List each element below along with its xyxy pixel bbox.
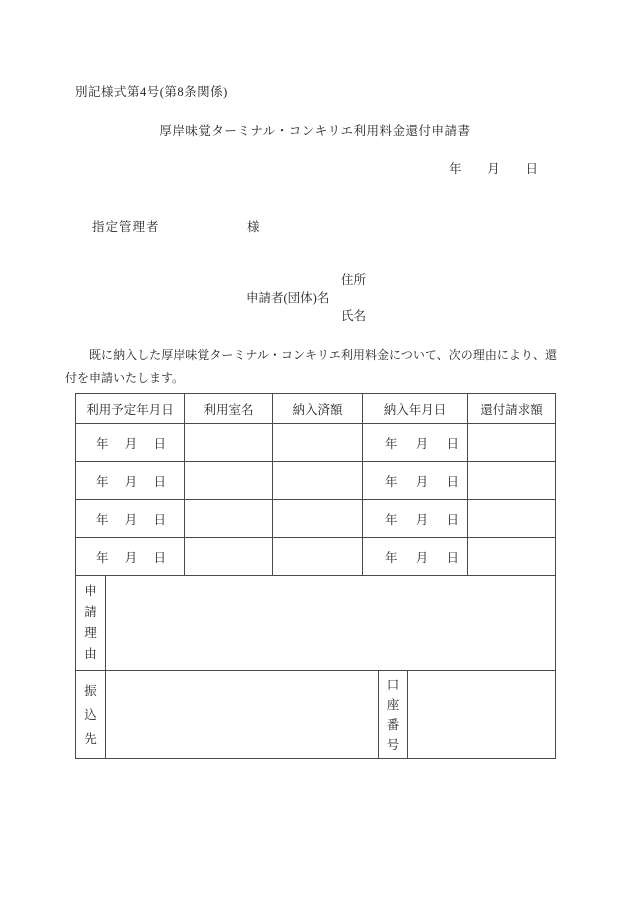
room-name-cell bbox=[185, 462, 273, 500]
day-label: 日 bbox=[153, 436, 167, 451]
refund-application-table bbox=[75, 393, 556, 759]
transfer-label: 振込先 bbox=[84, 683, 97, 746]
date-placeholder bbox=[363, 472, 467, 490]
planned-use-date-cell bbox=[76, 462, 185, 500]
year-label: 年 bbox=[96, 436, 109, 451]
room-name-cell bbox=[185, 538, 273, 576]
planned-use-date-cell bbox=[76, 424, 185, 462]
month-label: 月 bbox=[415, 436, 429, 451]
year-label: 年 bbox=[96, 550, 109, 565]
month-label: 月 bbox=[415, 550, 429, 565]
payment-date-cell bbox=[363, 500, 468, 538]
reason-label-cell bbox=[76, 576, 106, 671]
applicant-group-name-label: 申請者(団体)名 bbox=[246, 291, 330, 305]
form-number: 別記様式第4号(第8条関係) bbox=[75, 85, 228, 99]
header-refund-amount: 還付請求額 bbox=[468, 394, 556, 424]
account-number-label: 口座番号 bbox=[386, 677, 400, 752]
date-day-label: 日 bbox=[525, 162, 538, 176]
date-placeholder bbox=[363, 510, 467, 528]
table-row bbox=[76, 538, 556, 576]
refund-amount-cell bbox=[468, 462, 556, 500]
room-name-cell bbox=[185, 500, 273, 538]
refund-amount-cell bbox=[468, 424, 556, 462]
month-label: 月 bbox=[124, 550, 138, 565]
paid-amount-cell bbox=[273, 500, 363, 538]
transfer-input-cell bbox=[106, 671, 379, 759]
date-placeholder bbox=[76, 510, 184, 528]
applicant-person-name-label: 氏名 bbox=[341, 309, 367, 323]
table-row bbox=[76, 424, 556, 462]
day-label: 日 bbox=[446, 474, 459, 489]
day-label: 日 bbox=[153, 474, 167, 489]
header-paid-amount: 納入済額 bbox=[273, 394, 363, 424]
application-statement: 既に納入した厚岸味覚ターミナル・コンキリエ利用料金について、次の理由により、還付を申請いたします。 bbox=[65, 348, 557, 385]
year-label: 年 bbox=[96, 474, 109, 489]
paid-amount-cell bbox=[273, 462, 363, 500]
year-label: 年 bbox=[385, 512, 398, 527]
year-label: 年 bbox=[96, 512, 109, 527]
date-placeholder bbox=[363, 548, 467, 566]
date-year-label: 年 bbox=[449, 162, 462, 176]
month-label: 月 bbox=[124, 512, 138, 527]
refund-amount-cell bbox=[468, 500, 556, 538]
date-placeholder bbox=[76, 548, 184, 566]
table-row bbox=[76, 462, 556, 500]
date-placeholder bbox=[363, 434, 467, 452]
payment-date-cell bbox=[363, 538, 468, 576]
page-title: 厚岸味覚ターミナル・コンキリエ利用料金還付申請書 bbox=[159, 124, 471, 138]
account-input-cell bbox=[408, 671, 556, 759]
year-label: 年 bbox=[385, 436, 398, 451]
room-name-cell bbox=[185, 424, 273, 462]
applicant-address-label: 住所 bbox=[341, 273, 367, 287]
transfer-row bbox=[76, 671, 556, 759]
paid-amount-cell bbox=[273, 538, 363, 576]
year-label: 年 bbox=[385, 474, 398, 489]
account-label-cell bbox=[379, 671, 408, 759]
date-placeholder bbox=[76, 434, 184, 452]
month-label: 月 bbox=[415, 474, 429, 489]
reason-row bbox=[76, 576, 556, 671]
paid-amount-cell bbox=[273, 424, 363, 462]
payment-date-cell bbox=[363, 462, 468, 500]
date-line bbox=[449, 159, 538, 177]
date-placeholder bbox=[76, 472, 184, 490]
designated-manager-label: 指定管理者 bbox=[92, 220, 160, 234]
honorific-label: 様 bbox=[247, 220, 260, 234]
planned-use-date-cell bbox=[76, 500, 185, 538]
reason-input-cell bbox=[106, 576, 556, 671]
day-label: 日 bbox=[153, 512, 167, 527]
month-label: 月 bbox=[415, 512, 429, 527]
addressee-line bbox=[0, 217, 630, 233]
payment-date-cell bbox=[363, 424, 468, 462]
header-planned-use-date: 利用予定年月日 bbox=[76, 394, 185, 424]
month-label: 月 bbox=[124, 436, 138, 451]
date-month-label: 月 bbox=[487, 162, 500, 176]
day-label: 日 bbox=[153, 550, 167, 565]
year-label: 年 bbox=[385, 550, 398, 565]
reason-label: 申請理由 bbox=[84, 584, 97, 661]
header-room-name: 利用室名 bbox=[185, 394, 273, 424]
table-header-row bbox=[76, 394, 556, 424]
planned-use-date-cell bbox=[76, 538, 185, 576]
day-label: 日 bbox=[446, 436, 459, 451]
header-payment-date: 納入年月日 bbox=[363, 394, 468, 424]
day-label: 日 bbox=[446, 550, 459, 565]
month-label: 月 bbox=[124, 474, 138, 489]
table-row bbox=[76, 500, 556, 538]
transfer-label-cell bbox=[76, 671, 106, 759]
refund-amount-cell bbox=[468, 538, 556, 576]
day-label: 日 bbox=[446, 512, 459, 527]
